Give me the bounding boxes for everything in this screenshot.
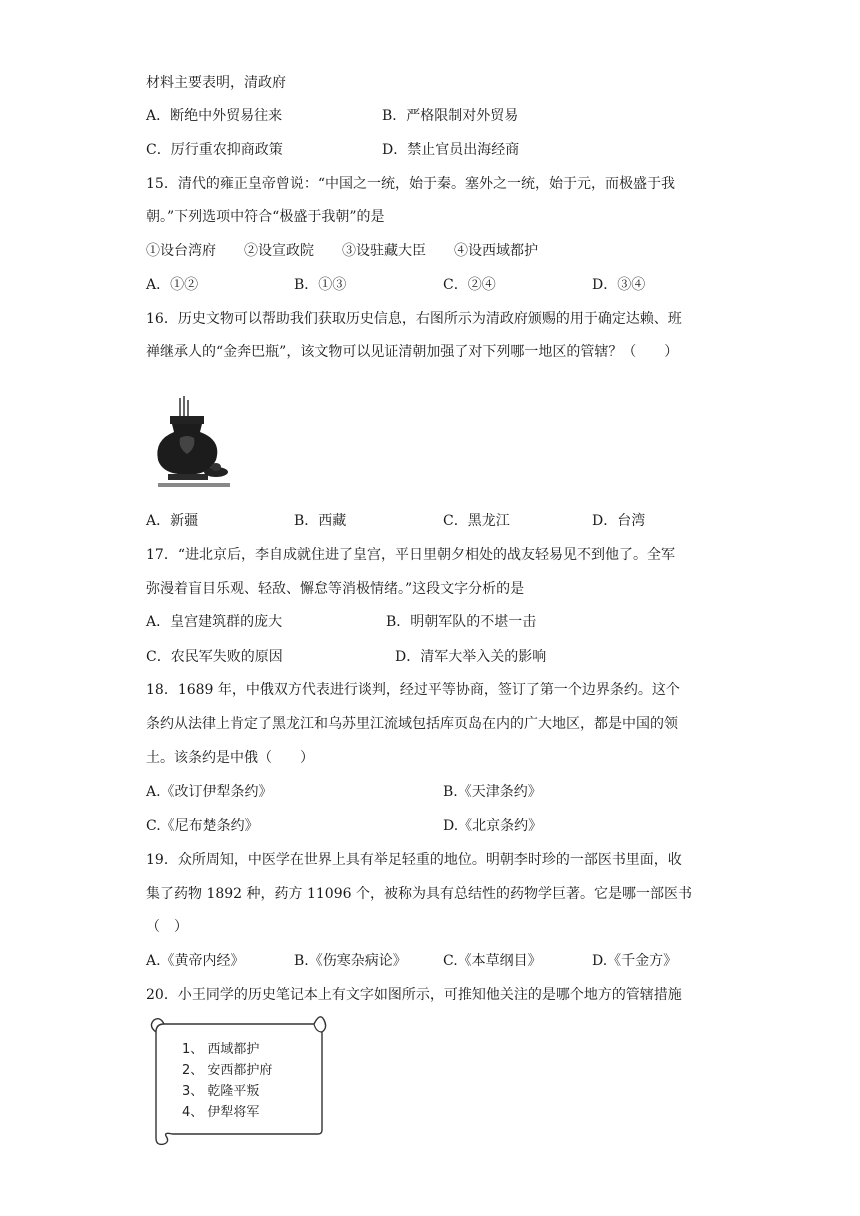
q14-option-a: A．断绝中外贸易往来 xyxy=(146,108,283,124)
q18-option-d: D.《北京条约》 xyxy=(443,818,543,834)
q18-stem-2: 条约从法律上肯定了黑龙江和乌苏里江流域包括库页岛在内的广大地区，都是中国的领 xyxy=(146,716,678,732)
scroll-note-4: 4、 伊犁将军 xyxy=(182,1105,260,1120)
q15-option-b: B．①③ xyxy=(294,277,347,293)
q18-option-c: C.《尼布楚条约》 xyxy=(146,818,259,834)
q16-option-d: D．台湾 xyxy=(592,513,646,529)
q15-stem-2: 朝。”下列选项中符合“极盛于我朝”的是 xyxy=(146,209,385,225)
scroll-note-2: 2、 安西都护府 xyxy=(182,1063,273,1078)
q19-stem-1: 19．众所周知，中医学在世界上具有举足轻重的地位。明朝李时珍的一部医书里面，收 xyxy=(146,852,682,868)
q20-stem-1: 20．小王同学的历史笔记本上有文字如图所示，可推知他关注的是哪个地方的管辖措施 xyxy=(146,987,682,1003)
q16-option-c: C．黑龙江 xyxy=(443,513,510,529)
q14-option-d: D．禁止官员出海经商 xyxy=(382,142,520,158)
q14-option-c: C．厉行重农抑商政策 xyxy=(146,142,283,158)
q18-stem-3: 土。该条约是中俄（ ） xyxy=(146,750,314,766)
q18-option-a: A.《改订伊犁条约》 xyxy=(146,784,273,800)
scroll-note-3: 3、 乾隆平叛 xyxy=(182,1084,260,1099)
scroll-note-1: 1、 西域都护 xyxy=(182,1042,260,1057)
q15-items: ①设台湾府 ②设宣政院 ③设驻藏大臣 ④设西域都护 xyxy=(146,243,538,259)
q15-stem-1: 15．清代的雍正皇帝曾说：“中国之一统，始于秦。塞外之一统，始于元，而极盛于我 xyxy=(146,176,675,192)
q15-option-d: D．③④ xyxy=(592,277,646,293)
q19-option-b: B.《伤寒杂病论》 xyxy=(294,953,407,969)
q15-option-a: A．①② xyxy=(146,277,199,293)
q18-option-b: B.《天津条约》 xyxy=(443,784,542,800)
q16-option-a: A．新疆 xyxy=(146,513,199,529)
q17-option-d: D．清军大举入关的影响 xyxy=(395,649,547,665)
q18-stem-1: 18．1689 年，中俄双方代表进行谈判，经过平等协商，签订了第一个边界条约。这个 xyxy=(146,682,680,698)
golden-urn-image xyxy=(150,392,240,492)
q15-option-c: C．②④ xyxy=(443,277,496,293)
q17-stem-1: 17．“进北京后，李自成就住进了皇宫，平日里朝夕相处的战友轻易见不到他了。全军 xyxy=(146,547,675,563)
q16-option-b: B．西藏 xyxy=(294,513,347,529)
q17-option-c: C．农民军失败的原因 xyxy=(146,649,283,665)
material-line: 材料主要表明，清政府 xyxy=(146,75,286,91)
q19-stem-3: （ ） xyxy=(146,919,188,935)
q16-stem-2: 禅继承人的“金奔巴瓶”，该文物可以见证清朝加强了对下列哪一地区的管辖？（ ） xyxy=(146,344,679,360)
q19-option-c: C.《本草纲目》 xyxy=(443,953,542,969)
q17-option-b: B．明朝军队的不堪一击 xyxy=(386,614,537,630)
q19-option-d: D.《千金方》 xyxy=(592,953,678,969)
q19-stem-2: 集了药物 1892 种，药方 11096 个，被称为具有总结性的药物学巨著。它是哪一部医书 xyxy=(146,886,692,902)
q17-stem-2: 弥漫着盲目乐观、轻敌、懈怠等消极情绪。”这段文字分析的是 xyxy=(146,581,525,597)
q19-option-a: A.《黄帝内经》 xyxy=(146,953,245,969)
q17-option-a: A．皇宫建筑群的庞大 xyxy=(146,614,283,630)
q14-option-b: B．严格限制对外贸易 xyxy=(382,108,519,124)
q16-stem-1: 16．历史文物可以帮助我们获取历史信息，右图所示为清政府颁赐的用于确定达赖、班 xyxy=(146,311,682,327)
